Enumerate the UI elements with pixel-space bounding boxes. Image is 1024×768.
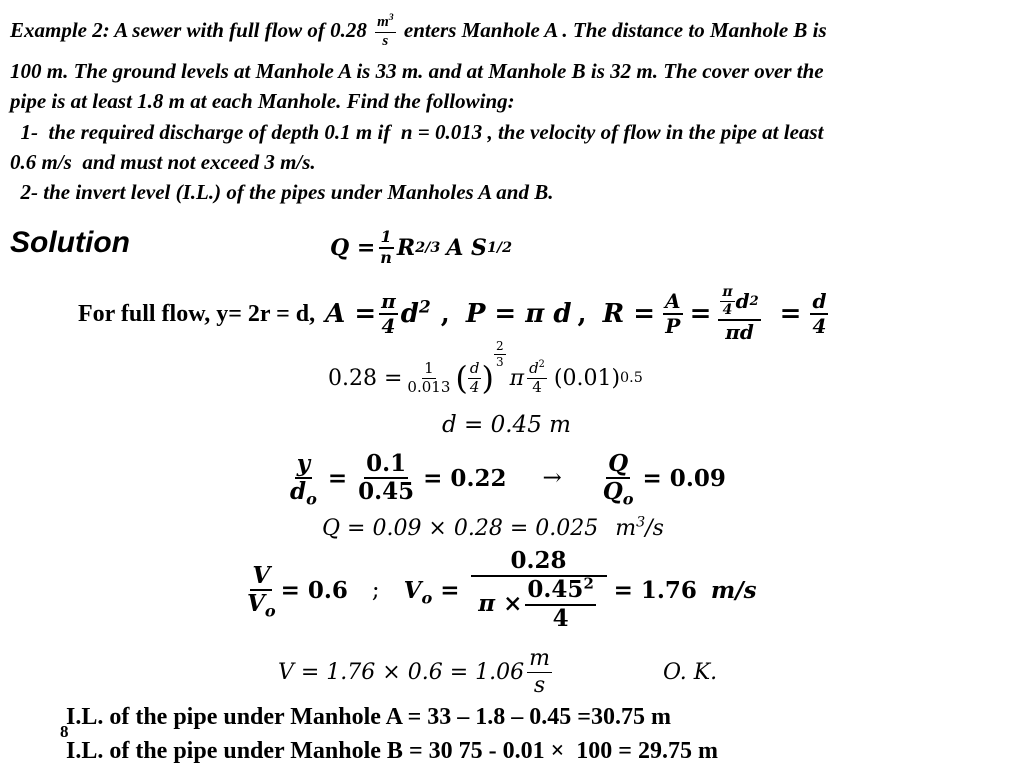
arrow-symbol: →: [542, 465, 562, 491]
ratio-d: d: [290, 478, 307, 505]
manning-R: R: [396, 235, 416, 261]
inner-frac-den: 4: [722, 302, 733, 318]
problem-line-5: 0.6 m/s and must not exceed 3 m/s.: [10, 150, 316, 174]
area-d-exp: 2: [418, 296, 431, 317]
velocity-result-text: V = 1.76 × 0.6 = 1.06: [278, 659, 525, 685]
equals-2: =: [779, 299, 802, 329]
depth-num: 0.1: [364, 452, 408, 479]
ratio-equals: =: [327, 464, 348, 492]
depth-values-fraction: [356, 449, 416, 505]
problem-line-2: 100 m. The ground levels at Manhole A is 33 m. and at Manhole B is 32 m. The cover over the: [10, 59, 824, 83]
manning-frac-num: 1: [379, 229, 394, 249]
y-over-do-fraction: [288, 449, 319, 509]
manning-lhs: Q =: [330, 235, 376, 261]
problem-line-3: pipe is at least 1.8 m at each Manhole. Find the following:: [10, 89, 515, 113]
depth-ratio-result: = 0.22: [423, 464, 507, 492]
vel-Vo: V: [247, 590, 265, 617]
discharge-unit-exp: 3: [636, 514, 646, 531]
equals-1: =: [689, 299, 712, 329]
flow-unit-fraction: [375, 11, 396, 50]
inverse-n-fraction: [405, 358, 452, 396]
invert-level-b: I.L. of the pipe under Manhole B = 30 75 - 0.01 × 100 = 29.75 m: [66, 738, 718, 764]
problem-line-1: [10, 6, 827, 54]
depth-ratio-line: [285, 438, 726, 518]
ratio-Qo-sub: o: [622, 489, 634, 509]
depth-den: 0.45: [358, 478, 415, 505]
radius-frac-num: A: [665, 289, 681, 313]
full-velocity-num: 0.28: [471, 549, 607, 577]
problem-line-4: 1- the required discharge of depth 0.1 m if n = 0.013 , the velocity of flow in the pipe at least: [10, 120, 824, 144]
area-d: d: [400, 299, 419, 329]
unit-exponent: 3: [388, 11, 394, 23]
d2-den: 4: [532, 377, 542, 396]
radius-frac-den: P: [665, 314, 681, 338]
discharge-lhs: 0.28 =: [328, 365, 403, 391]
velocity-result-line: [278, 640, 717, 704]
discharge-calc-text: Q = 0.09 × 0.28 = 0.025: [322, 516, 599, 541]
discharge-calc: [322, 516, 664, 541]
d-val-exp: 2: [583, 574, 594, 593]
final-frac-den: 4: [812, 314, 827, 338]
perimeter-formula: P = π d: [465, 299, 572, 329]
area-frac-den: 4: [381, 314, 396, 338]
exp-den: 3: [495, 354, 504, 369]
vel-Vo-sub: o: [264, 601, 276, 621]
inverse-n-num: 1: [424, 358, 434, 377]
problem-line-6: 2- the invert level (I.L.) of the pipes under Manholes A and B.: [10, 180, 554, 204]
manning-frac-den: n: [380, 248, 392, 267]
diameter-result: d = 0.45 m: [442, 412, 571, 438]
d-over-4-den: 4: [469, 377, 480, 396]
problem-text-1a: Example 2: A sewer with full flow of 0.28: [10, 18, 373, 42]
solution-heading: Solution: [10, 226, 130, 259]
vel-V: V: [250, 564, 272, 591]
full-flow-label: For full flow, y= 2r = d,: [78, 300, 316, 327]
q-over-qo-fraction: [601, 449, 636, 509]
discharge-equation: 0.28 = $\frac{1}{0.013}$ ( $\frac{d}{4}$ ) $\frac{2}{3}$ π $\frac{d^2}{4}$ (0.01) 0.5: [328, 339, 643, 397]
discharge-unit-tail: /s: [645, 516, 664, 541]
inner-fraction: [720, 285, 734, 317]
slope-term: (0.01): [553, 365, 621, 391]
area-lhs: A =: [325, 299, 377, 329]
v-over-vo-fraction: [245, 561, 278, 621]
area-frac-num: π: [381, 289, 396, 313]
manning-equation: Q = $\frac{1}{n}$ R 2/3 A S 1/2: [330, 227, 513, 267]
full-velocity-fraction: [471, 549, 607, 630]
ratio-Qo: Q: [602, 478, 623, 505]
velocity-ratio-result: = 0.6: [280, 576, 348, 604]
semicolon: ;: [371, 577, 380, 603]
d-over-4-num: d: [469, 358, 480, 377]
d2-num-d: d: [529, 358, 539, 377]
radius-fraction-expanded: $\frac{\pi}{4}$ d 2 πd: [718, 285, 760, 342]
discharge-ratio-result: = 0.09: [642, 464, 726, 492]
vres-unit-den: s: [533, 672, 546, 698]
full-velocity-result: = 1.76: [613, 576, 697, 604]
inverse-n-den: 0.013: [407, 377, 451, 396]
d-over-4-fraction: [468, 358, 482, 396]
area-fraction: [379, 291, 398, 337]
unit-numerator: m: [377, 13, 389, 30]
pi-times: π ×: [478, 590, 523, 618]
ratio-d-sub: o: [306, 489, 317, 509]
vo-lhs-sub: o: [421, 588, 433, 608]
separator-1: ,: [440, 299, 450, 329]
d-val-den: 4: [552, 604, 569, 632]
d-squared-fraction: [525, 574, 595, 632]
expanded-den: πd: [725, 319, 754, 344]
velocity-unit: m/s: [710, 576, 757, 604]
manning-fraction: [378, 229, 394, 267]
radius-fraction-AP: [663, 291, 683, 337]
vres-unit-num: m: [529, 646, 550, 672]
d-squared-over-4-fraction: [527, 358, 547, 396]
vo-equals: =: [440, 576, 460, 604]
exp-num: 2: [495, 339, 504, 353]
problem-text-1b: enters Manhole A . The distance to Manhole B is: [398, 18, 827, 42]
two-thirds-exponent: [494, 340, 506, 368]
final-frac-num: d: [812, 289, 827, 313]
discharge-unit-m: m: [615, 516, 637, 541]
unit-denominator: s: [382, 32, 389, 49]
invert-level-a: I.L. of the pipe under Manhole A = 33 – 1.8 – 0.45 =30.75 m: [66, 704, 671, 730]
page-number: 8: [60, 722, 69, 741]
pi-symbol: π: [509, 365, 525, 391]
d2-num-exp: 2: [538, 358, 545, 370]
vo-lhs: V: [403, 576, 422, 604]
inner-d: d: [735, 289, 750, 313]
ratio-y: y: [295, 452, 312, 479]
velocity-line: [242, 542, 757, 638]
ok-mark: O. K.: [662, 659, 718, 685]
d-val: 0.45: [527, 576, 584, 604]
manning-AS: A S: [446, 235, 487, 261]
radius-lhs: R =: [602, 299, 656, 329]
inner-frac-num: π: [722, 284, 733, 301]
velocity-result-unit: [527, 647, 552, 696]
ratio-Q: Q: [606, 452, 630, 479]
radius-fraction-final: [810, 291, 828, 337]
separator-2: ,: [577, 299, 587, 329]
